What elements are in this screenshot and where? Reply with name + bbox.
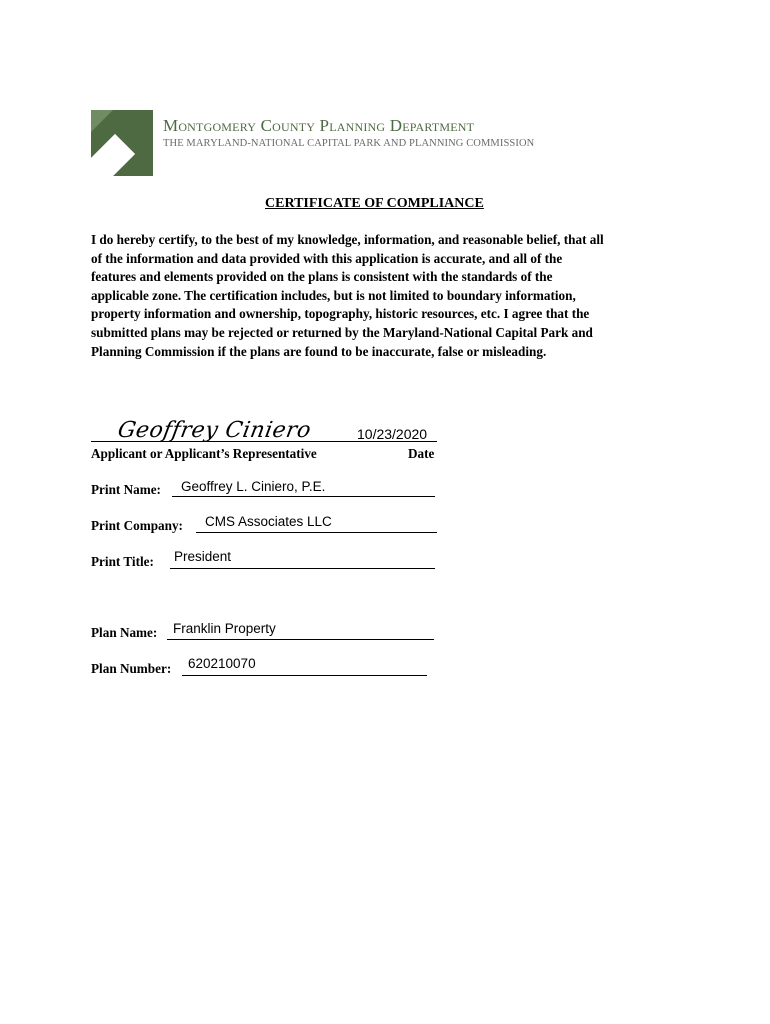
plan-number-underline <box>182 675 427 676</box>
plan-name-underline <box>167 639 434 640</box>
print-name-label: Print Name: <box>91 482 161 497</box>
print-name-underline <box>172 496 435 497</box>
print-company-field[interactable]: CMS Associates LLC <box>205 514 332 529</box>
date-label: Date <box>408 446 435 461</box>
statement-line: of the information and data provided with this application is accurate, and all of the <box>91 250 563 266</box>
statement-line: applicable zone. The certification includes, but is not limited to boundary information, <box>91 287 576 303</box>
print-title-field[interactable]: President <box>174 549 232 564</box>
print-title-label: Print Title: <box>91 554 154 569</box>
statement-line: I do hereby certify, to the best of my knowledge, information, and reasonable belief, that all <box>91 232 604 247</box>
statement-line: submitted plans may be rejected or returned by the Maryland-National Capital Park and <box>91 324 593 340</box>
statement-line: features and elements provided on the plans is consistent with the standards of the <box>91 269 553 285</box>
statement-line: Planning Commission if the plans are found to be inaccurate, false or misleading. <box>91 343 547 359</box>
planning-department-logo <box>91 110 153 176</box>
print-title-underline <box>170 568 435 569</box>
print-company-underline <box>196 532 437 533</box>
plan-number-field[interactable]: 620210070 <box>188 656 256 671</box>
certificate-statement <box>91 231 691 361</box>
signature-date-value[interactable]: 10/23/2020 <box>357 426 428 442</box>
plan-name-label: Plan Name: <box>91 625 158 640</box>
plan-number-label: Plan Number: <box>91 661 172 676</box>
signer-label: Applicant or Applicant’s Representative <box>91 446 317 461</box>
plan-name-field[interactable]: Franklin Property <box>173 621 276 636</box>
print-name-field[interactable]: Geoffrey L. Ciniero, P.E. <box>181 479 326 494</box>
certificate-title: CERTIFICATE OF COMPLIANCE <box>265 196 484 211</box>
print-company-label: Print Company: <box>91 518 183 533</box>
organization-subtitle: THE MARYLAND-NATIONAL CAPITAL PARK AND PLANNING COMMISSION <box>163 138 535 149</box>
organization-name: Montgomery County Planning Department <box>163 116 475 135</box>
statement-line: property information and ownership, topography, historic resources, etc. I agree that the <box>91 306 590 322</box>
applicant-signature[interactable]: Geoffrey Ciniero <box>115 418 314 443</box>
